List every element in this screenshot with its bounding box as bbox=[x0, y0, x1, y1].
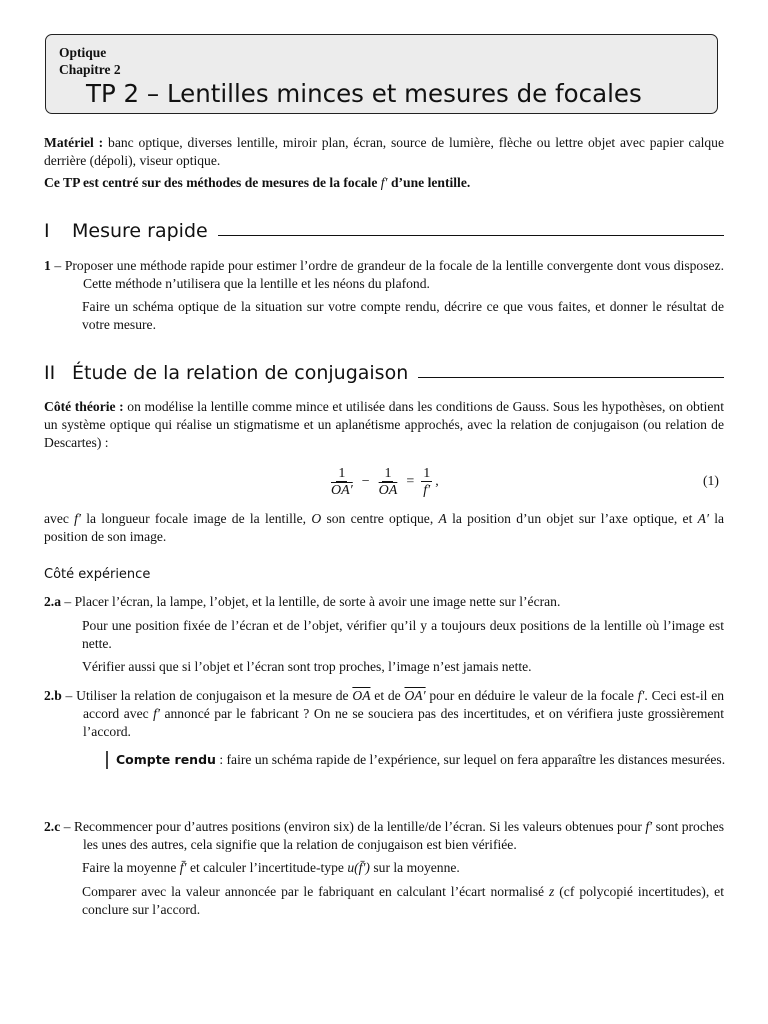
text: (cf polycopié incertitudes), et conclure sur l’accord. bbox=[82, 884, 724, 917]
denominator-oa: OA bbox=[378, 482, 398, 498]
question-2a bbox=[44, 593, 724, 611]
materiel-paragraph bbox=[44, 134, 724, 170]
question-2b-label: 2.b bbox=[44, 688, 62, 703]
question-1 bbox=[44, 257, 724, 293]
denominator-f: f′ bbox=[423, 482, 431, 498]
section-1-number: I bbox=[44, 220, 50, 242]
compte-rendu-text: : faire un schéma rapide de l’expérience, sur lequel on fera apparaître les distances mesurées. bbox=[219, 752, 726, 767]
symbol-z: z bbox=[549, 884, 555, 899]
text: la position d’un objet sur l’axe optique, et bbox=[452, 511, 693, 526]
symbol-f: f′ bbox=[153, 706, 160, 721]
theory-paragraph bbox=[44, 398, 724, 452]
section-2-title: Étude de la relation de conjugaison bbox=[72, 362, 409, 384]
symbol-fbar: f̄′ bbox=[179, 860, 187, 875]
symbol-a: A bbox=[438, 511, 447, 526]
question-2a-label: 2.a bbox=[44, 594, 61, 609]
symbol-f: f′ bbox=[637, 688, 645, 703]
focus-symbol: f′ bbox=[380, 175, 388, 190]
symbol-oa: $\overline{OA}$ bbox=[352, 688, 371, 703]
text: annoncé par le fabricant ? On ne se souciera pas des incertitudes, et on vérifiera juste grossièrement l’accord. bbox=[83, 706, 725, 739]
symbol-o: O bbox=[311, 511, 322, 526]
materiel-text: banc optique, diverses lentille, miroir plan, écran, source de lumière, flèche ou lettre objet avec papier calque derrière (dépoli), viseur optique. bbox=[44, 135, 725, 168]
section-1-title: Mesure rapide bbox=[72, 220, 208, 242]
equals-sign: = bbox=[406, 474, 415, 489]
text: avec bbox=[44, 511, 69, 526]
symbol-ap: A′ bbox=[697, 511, 709, 526]
text: Comparer avec la valeur annoncée par le fabriquant en calculant l’écart normalisé bbox=[82, 884, 545, 899]
question-2a-text3: Vérifier aussi que si l’objet et l’écran sont trop proches, l’image n’est jamais nette. bbox=[82, 659, 532, 674]
text: Utiliser la relation de conjugaison et la mesure de bbox=[76, 688, 349, 703]
focus-sentence bbox=[44, 174, 724, 192]
question-1-body: Proposer une méthode rapide pour estimer l’ordre de grandeur de la focale de la lentille convergente dont vous disposez. Cette méthode n’utilisera que la lentille et les néons du plafond. bbox=[64, 258, 724, 291]
question-2a-text bbox=[44, 593, 724, 611]
fraction-3 bbox=[421, 466, 432, 499]
minus-sign: − bbox=[361, 474, 370, 489]
section-2-rule bbox=[418, 377, 724, 378]
header-box bbox=[45, 34, 718, 114]
question-1-label: 1 bbox=[44, 258, 51, 273]
symbol-oap: OA′ bbox=[404, 688, 426, 703]
text: . Ceci est-il en accord avec bbox=[83, 688, 725, 721]
text: Faire la moyenne bbox=[82, 860, 177, 875]
numerator: 1 bbox=[338, 465, 346, 481]
question-2a-body: Placer l’écran, la lampe, l’objet, et la lentille, de sorte à avoir une image nette sur l’écran. bbox=[74, 594, 561, 609]
symbol-f: f′ bbox=[74, 511, 81, 526]
section-2-heading bbox=[44, 354, 724, 384]
equation-comma: , bbox=[435, 474, 439, 489]
theory-label: Côté théorie : bbox=[44, 399, 124, 414]
dash: – bbox=[54, 258, 62, 273]
question-2c-compare bbox=[82, 883, 724, 919]
text: pour en déduire le valeur de la focale bbox=[429, 688, 634, 703]
dash: – bbox=[65, 688, 73, 703]
question-1-text bbox=[44, 257, 724, 293]
question-2c bbox=[44, 818, 724, 854]
symbol-f: f′ bbox=[645, 819, 653, 834]
question-2c-label: 2.c bbox=[44, 819, 61, 834]
numerator: 1 bbox=[384, 465, 392, 481]
focus-after: d’une lentille. bbox=[390, 175, 471, 190]
dash: – bbox=[64, 594, 72, 609]
after-equation-paragraph bbox=[44, 510, 724, 546]
question-1-text2: Faire un schéma optique de la situation sur votre compte rendu, décrire ce que vous faites, et donner le résultat de votre mesure. bbox=[82, 299, 724, 332]
chapter-label: Chapitre 2 bbox=[59, 62, 121, 77]
fraction-1 bbox=[329, 466, 355, 499]
text: Recommencer pour d’autres positions (environ six) de la lentille/de l’écran. Si les valeurs obtenues pour bbox=[73, 819, 642, 834]
subject-label: Optique bbox=[59, 45, 107, 60]
text: sur la moyenne. bbox=[373, 860, 460, 875]
section-1-heading bbox=[44, 212, 724, 242]
denominator-oap: OA′ bbox=[331, 482, 353, 498]
text: la longueur focale image de la lentille, bbox=[86, 511, 307, 526]
focus-before: Ce TP est centré sur des méthodes de mesures de la focale bbox=[44, 175, 378, 190]
conjugation-equation bbox=[326, 463, 439, 501]
question-2a-text2: Pour une position fixée de l’écran et de l’objet, vérifier qu’il y a toujours deux positions de la lentille où l’image est nette. bbox=[82, 618, 724, 651]
dash: – bbox=[63, 819, 71, 834]
experience-subheading: Côté expérience bbox=[44, 567, 151, 582]
numerator: 1 bbox=[423, 465, 431, 481]
text: et calculer l’incertitude-type bbox=[189, 860, 344, 875]
question-2c-mean bbox=[82, 859, 724, 877]
compte-rendu-box bbox=[106, 751, 730, 769]
question-2b bbox=[44, 687, 724, 741]
section-1-rule bbox=[218, 235, 724, 236]
question-2b-text bbox=[44, 687, 724, 741]
text: la position de son image. bbox=[44, 511, 724, 544]
symbol-u: u(f̄′) bbox=[347, 860, 370, 875]
materiel-label: Matériel : bbox=[44, 135, 104, 150]
text: son centre optique, bbox=[326, 511, 434, 526]
question-2c-text bbox=[44, 818, 724, 854]
compte-rendu-label: Compte rendu bbox=[116, 752, 216, 767]
text: sont proches les unes des autres, cela signifie que la relation de conjugaison est bien vérifiée. bbox=[83, 819, 725, 852]
section-2-number: II bbox=[44, 362, 56, 384]
equation-number: (1) bbox=[703, 473, 719, 488]
fraction-2 bbox=[377, 466, 400, 499]
page-title: TP 2 – Lentilles minces et mesures de focales bbox=[86, 79, 642, 108]
theory-text: on modélise la lentille comme mince et utilisée dans les conditions de Gauss. Sous les hypothèses, on obtient un système optique qui réalise un stigmatisme et un aplanétisme approchés, avec la relation de conjugaison (ou relation de Descartes) : bbox=[44, 399, 724, 450]
text: et de bbox=[374, 688, 401, 703]
